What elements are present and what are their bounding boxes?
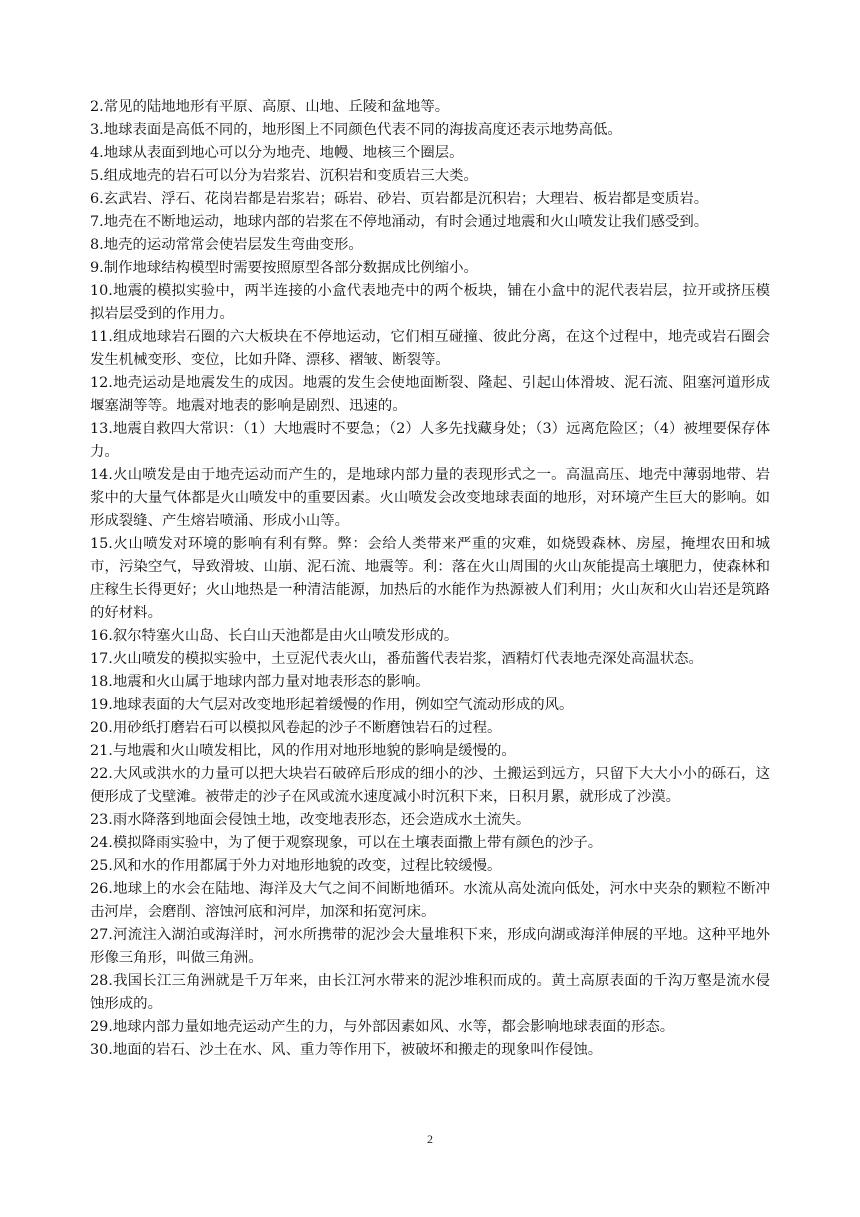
paragraph-item-9: 9.制作地球结构模型时需要按照原型各部分数据成比例缩小。 bbox=[90, 260, 478, 276]
paragraph-item-10: 10.地震的模拟实验中，两半连接的小盒代表地壳中的两个板块，铺在小盒中的泥代表岩层，拉开或挤压模拟岩层受到的作用力。 bbox=[90, 283, 770, 322]
paragraph-item-29: 29.地球内部力量如地壳运动产生的力，与外部因素如风、水等，都会影响地球表面的形态。 bbox=[90, 1019, 675, 1035]
paragraph-item-30: 30.地面的岩石、沙土在水、风、重力等作用下，被破坏和搬走的现象叫作侵蚀。 bbox=[90, 1042, 603, 1058]
paragraph-item-19: 19.地球表面的大气层对改变地形起着缓慢的作用，例如空气流动形成的风。 bbox=[90, 697, 574, 713]
paragraph-item-15: 15.火山喷发对环境的影响有利有弊。弊：会给人类带来严重的灾难，如烧毁森林、房屋，掩埋农田和城市，污染空气，导致滑坡、山崩、泥石流、地震等。利：落在火山周围的火山灰能提高土壤肥力，使森林和庄稼生长得更好；火山地热是一种清洁能源，加热后的水能作为热源被人们利用；火山灰和火山岩还是筑路的好材料。 bbox=[90, 536, 770, 621]
paragraph-item-25: 25.风和水的作用都属于外力对地形地貌的改变，过程比较缓慢。 bbox=[90, 858, 502, 874]
paragraph-item-7: 7.地壳在不断地运动，地球内部的岩浆在不停地涌动，有时会通过地震和火山喷发让我们感受到。 bbox=[90, 214, 709, 230]
paragraph-item-6: 6.玄武岩、浮石、花岗岩都是岩浆岩；砾岩、砂岩、页岩都是沉积岩；大理岩、板岩都是变质岩。 bbox=[90, 191, 709, 207]
paragraph-item-22: 22.大风或洪水的力量可以把大块岩石破碎后形成的细小的沙、土搬运到远方，只留下大大小小的砾石，这便形成了戈壁滩。被带走的沙子在风或流水速度减小时沉积下来，日积月累，就形成了沙漠。 bbox=[90, 766, 770, 805]
paragraph-item-17: 17.火山喷发的模拟实验中，土豆泥代表火山，番茄酱代表岩浆，酒精灯代表地壳深处高温状态。 bbox=[90, 651, 703, 667]
paragraph-item-8: 8.地壳的运动常常会使岩层发生弯曲变形。 bbox=[90, 237, 363, 253]
paragraph-item-2: 2.常见的陆地地形有平原、高原、山地、丘陵和盆地等。 bbox=[90, 99, 450, 115]
paragraph-item-26: 26.地球上的水会在陆地、海洋及大气之间不间断地循环。水流从高处流向低处，河水中夹杂的颗粒不断冲击河岸，会磨削、溶蚀河底和河岸，加深和拓宽河床。 bbox=[90, 881, 770, 920]
paragraph-item-13: 13.地震自救四大常识：（1）大地震时不要急；（2）人多先找藏身处；（3）远离危险区；（4）被埋要保存体力。 bbox=[90, 421, 770, 460]
paragraph-item-21: 21.与地震和火山喷发相比，风的作用对地形地貌的影响是缓慢的。 bbox=[90, 743, 516, 759]
paragraph-item-24: 24.模拟降雨实验中，为了便于观察现象，可以在土壤表面撒上带有颜色的沙子。 bbox=[90, 835, 603, 851]
document-body bbox=[90, 96, 770, 1062]
page-number: 2 bbox=[427, 1132, 433, 1146]
paragraph-item-18: 18.地震和火山属于地球内部力量对地表形态的影响。 bbox=[90, 674, 430, 690]
paragraph-item-16: 16.叙尔特塞火山岛、长白山天池都是由火山喷发形成的。 bbox=[90, 628, 459, 644]
paragraph-item-20: 20.用砂纸打磨岩石可以模拟风卷起的沙子不断磨蚀岩石的过程。 bbox=[90, 720, 502, 736]
paragraph-item-3: 3.地球表面是高低不同的，地形图上不同颜色代表不同的海拔高度还表示地势高低。 bbox=[90, 122, 622, 138]
paragraph-item-4: 4.地球从表面到地心可以分为地壳、地幔、地核三个圈层。 bbox=[90, 145, 464, 161]
paragraph-item-5: 5.组成地壳的岩石可以分为岩浆岩、沉积岩和变质岩三大类。 bbox=[90, 168, 478, 184]
paragraph-item-11: 11.组成地球岩石圈的六大板块在不停地运动，它们相互碰撞、彼此分离，在这个过程中，地壳或岩石圈会发生机械变形、变位，比如升降、漂移、褶皱、断裂等。 bbox=[90, 329, 770, 368]
paragraph-item-27: 27.河流注入湖泊或海洋时，河水所携带的泥沙会大量堆积下来，形成向湖或海洋伸展的平地。这种平地外形像三角形，叫做三角洲。 bbox=[90, 927, 770, 966]
paragraph-item-14: 14.火山喷发是由于地壳运动而产生的，是地球内部力量的表现形式之一。高温高压、地壳中薄弱地带、岩浆中的大量气体都是火山喷发中的重要因素。火山喷发会改变地球表面的地形，对环境产生巨大的影响。如形成裂缝、产生熔岩喷涌、形成小山等。 bbox=[90, 467, 770, 529]
paragraph-item-23: 23.雨水降落到地面会侵蚀土地，改变地表形态，还会造成水土流失。 bbox=[90, 812, 531, 828]
paragraph-item-28: 28.我国长江三角洲就是千万年来，由长江河水带来的泥沙堆积而成的。黄土高原表面的千沟万壑是流水侵蚀形成的。 bbox=[90, 973, 770, 1012]
paragraph-item-12: 12.地壳运动是地震发生的成因。地震的发生会使地面断裂、隆起、引起山体滑坡、泥石流、阻塞河道形成堰塞湖等等。地震对地表的影响是剧烈、迅速的。 bbox=[90, 375, 770, 414]
